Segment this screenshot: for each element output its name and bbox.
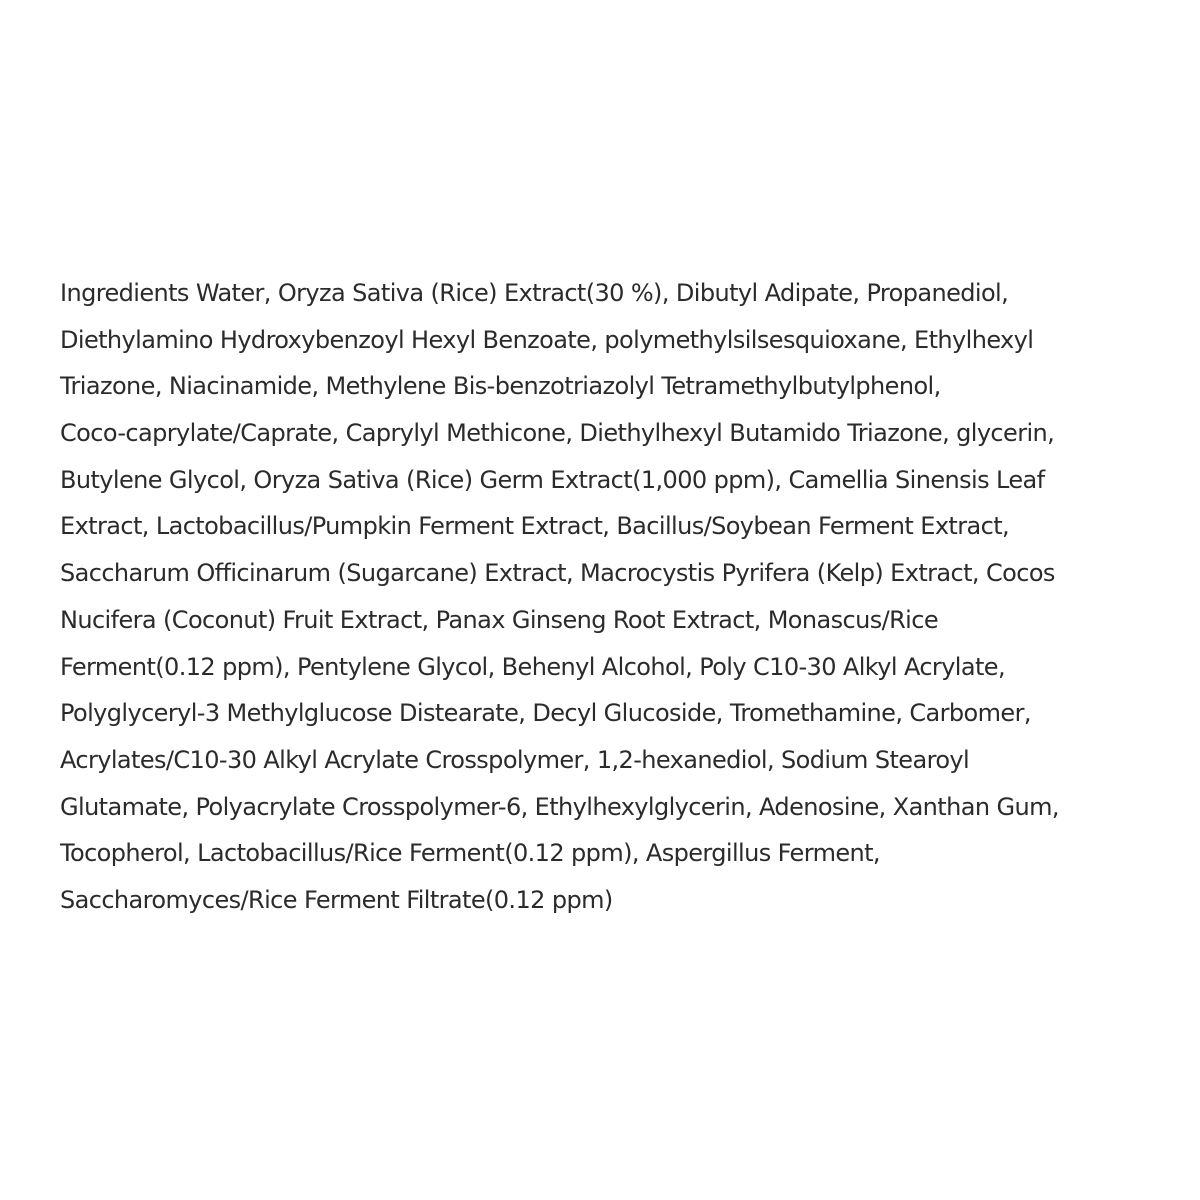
ingredients-line: Polyglyceryl-3 Methylglucose Distearate, Decyl Glucoside, Tromethamine, Carbomer,: [60, 699, 1031, 728]
ingredients-line: Extract, Lactobacillus/Pumpkin Ferment Extract, Bacillus/Soybean Ferment Extract,: [60, 512, 1010, 541]
ingredients-line: Triazone, Niacinamide, Methylene Bis-benzotriazolyl Tetramethylbutylphenol,: [60, 372, 941, 401]
ingredients-line: Nucifera (Coconut) Fruit Extract, Panax Ginseng Root Extract, Monascus/Rice: [60, 605, 939, 634]
ingredients-line: Acrylates/C10-30 Alkyl Acrylate Crosspolymer, 1,2-hexanediol, Sodium Stearoyl: [60, 745, 970, 774]
ingredients-line: Tocopherol, Lactobacillus/Rice Ferment(0.12 ppm), Aspergillus Ferment,: [60, 839, 880, 868]
ingredients-line: Butylene Glycol, Oryza Sativa (Rice) Germ Extract(1,000 ppm), Camellia Sinensis Leaf: [60, 465, 1045, 494]
ingredients-line: Ingredients Water, Oryza Sativa (Rice) Extract(30 %), Dibutyl Adipate, Propanediol,: [60, 279, 1009, 307]
ingredients-line: Saccharomyces/Rice Ferment Filtrate(0.12 ppm): [60, 885, 613, 914]
ingredients-line: Glutamate, Polyacrylate Crosspolymer-6, Ethylhexylglycerin, Adenosine, Xanthan Gum,: [60, 792, 1059, 821]
ingredients-line: Saccharum Officinarum (Sugarcane) Extract, Macrocystis Pyrifera (Kelp) Extract, Cocos: [60, 559, 1055, 588]
ingredients-line: Diethylamino Hydroxybenzoyl Hexyl Benzoate, polymethylsilsesquioxane, Ethylhexyl: [60, 325, 1034, 354]
ingredients-text: [60, 270, 1170, 924]
ingredients-line: Ferment(0.12 ppm), Pentylene Glycol, Behenyl Alcohol, Poly C10-30 Alkyl Acrylate,: [60, 652, 1005, 681]
ingredients-line: Coco-caprylate/Caprate, Caprylyl Methicone, Diethylhexyl Butamido Triazone, glycerin,: [60, 419, 1055, 448]
